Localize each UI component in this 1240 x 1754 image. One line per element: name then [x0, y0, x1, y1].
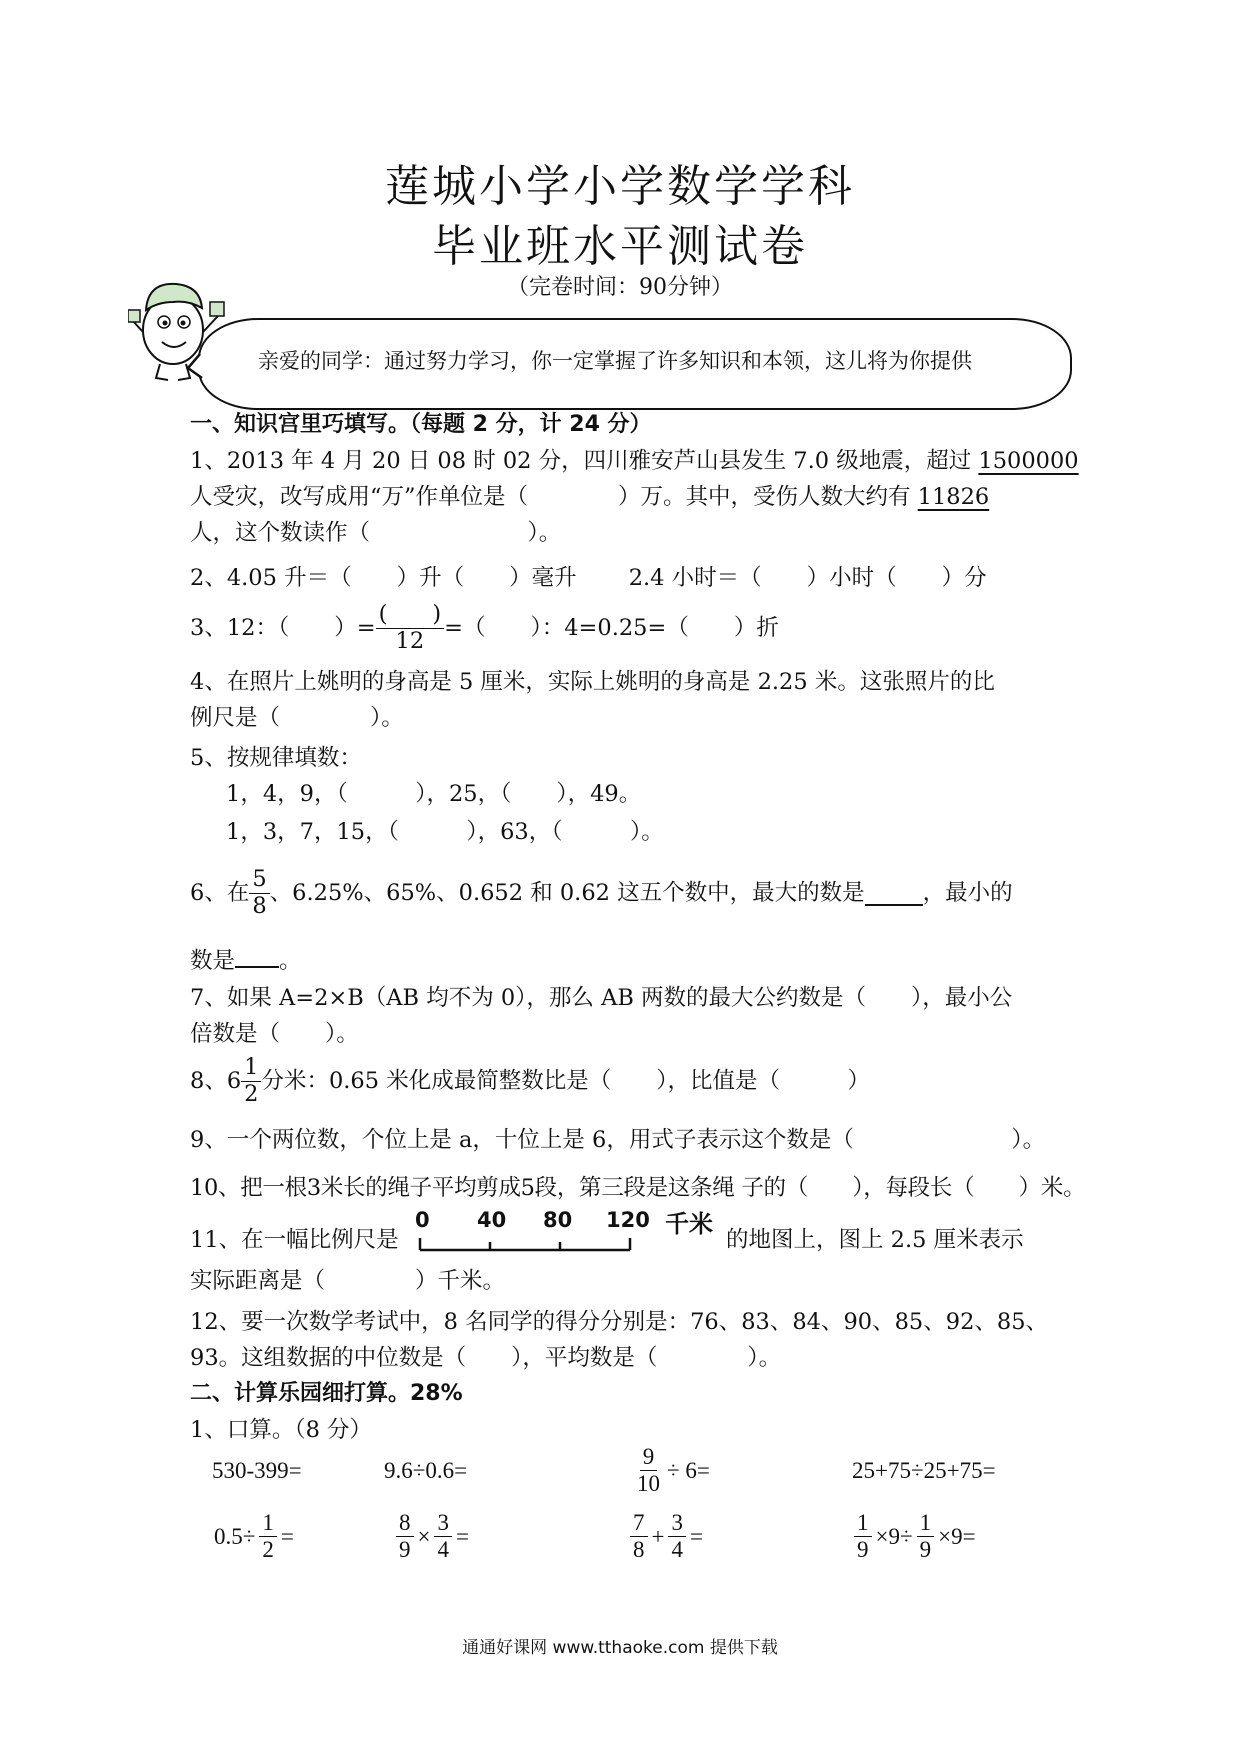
question-8: 8、6 $\frac{1}{2}$ 分米：0.65 米化成最简整数比是（ ），比值是（ ） [190, 1053, 870, 1107]
scale-label-80: 80 [543, 1208, 573, 1232]
calc-item-3: $\frac{9}{10}$ ÷ 6= [637, 1444, 710, 1497]
question-4-line-1: 4、在照片上姚明的身高是 5 厘米，实际上姚明的身高是 2.25 米。这张照片的比 [190, 669, 995, 695]
question-2: 2、4.05 升＝（ ）升（ ）毫升 2.4 小时＝（ ）小时（ ）分 [190, 565, 987, 591]
question-11-line-2: 实际距离是（ ）千米。 [190, 1268, 506, 1294]
question-1-line-3: 人，这个数读作（ ）。 [190, 520, 562, 546]
scale-label-0: 0 [415, 1208, 430, 1232]
question-6-line-1: 6、在 $\frac{5}{8}$ 、6.25%、65%、0.652 和 0.62 这五个数中，最大的数是 ，最小的 [190, 865, 1013, 919]
calc-item-2: 9.6÷0.6= [384, 1458, 468, 1483]
speech-bubble-tail [186, 352, 206, 382]
calc-item-7: $\frac{7}{8}$ + $\frac{3}{4}$ = [630, 1510, 703, 1564]
oral-calc-heading: 1、口算。（8 分） [190, 1417, 373, 1443]
question-5-sequence-2: 1，3，7，15，（ ），63，（ ）。 [226, 819, 664, 845]
question-10: 10、把一根3米长的绳子平均剪成5段，第三段是这条绳 子的（ ），每段长（ ）米。 [190, 1175, 1086, 1201]
number-underlined-1: 1500000 [978, 448, 1079, 474]
intro-text: 亲爱的同学：通过努力学习，你一定掌握了许多知识和本领，这儿将为你提供 [258, 349, 972, 373]
question-5-sequence-1: 1，4，9，（ ），25，（ ），49。 [226, 781, 642, 807]
exam-time: （完卷时间：90分钟） [507, 275, 733, 300]
question-1-line-1: 1、2013 年 4 月 20 日 08 时 02 分，四川雅安芦山县发生 7.0 级地震，超过 1500000 [190, 448, 1079, 474]
title-line-2: 毕业班水平测试卷 [432, 221, 808, 272]
question-7-line-2: 倍数是（ ）。 [190, 1021, 359, 1047]
scale-label-40: 40 [477, 1208, 507, 1232]
question-11-line-1-end: 的地图上，图上 2.5 厘米表示 [726, 1227, 1024, 1253]
calc-item-1: 530-399= [212, 1458, 302, 1483]
question-6-line-2: 数是 。 [190, 942, 302, 979]
scale-unit: 千米 [665, 1210, 713, 1238]
answer-blank-min [235, 942, 279, 968]
title-line-1: 莲城小学小学数学学科 [385, 161, 855, 212]
fraction-1-2: $\frac{1}{2}$ [241, 1055, 261, 1108]
question-4-line-2: 例尺是（ ）。 [190, 705, 404, 731]
answer-blank-max [865, 880, 923, 906]
question-3: 3、12：（ ）= $\frac{( )}{12}$ =（ ）：4=0.25=（ ）折 [190, 600, 779, 654]
calc-item-6: $\frac{8}{9}$ × $\frac{3}{4}$ = [396, 1510, 469, 1564]
question-12-line-1: 12、要一次数学考试中，8 名同学的得分分别是：76、83、84、90、85、92、85、 [190, 1309, 1049, 1335]
question-11-line-1-start: 11、在一幅比例尺是 [190, 1227, 399, 1253]
map-scale-bar [418, 1232, 638, 1254]
fraction-blank-over-12: $\frac{( )}{12}$ [376, 602, 445, 655]
question-1-line-2: 人受灾，改写成用“万”作单位是（ ）万。其中，受伤人数大约有 11826 [190, 484, 990, 510]
question-7-line-1: 7、如果 A=2×B（AB 均不为 0），那么 AB 两数的最大公约数是（ ），最小公 [190, 985, 1013, 1011]
question-5: 5、按规律填数： [190, 745, 362, 771]
calc-item-8: $\frac{1}{9}$ ×9÷ $\frac{1}{9}$ ×9= [854, 1510, 976, 1564]
question-9: 9、一个两位数，个位上是 a，十位上是 6，用式子表示这个数是（ ）。 [190, 1127, 1046, 1153]
section-1-heading: 一、知识宫里巧填写。（每题 2 分，计 24 分） [190, 412, 652, 437]
fraction-5-8: $\frac{5}{8}$ [249, 867, 269, 920]
calc-item-4: 25+75÷25+75= [852, 1458, 996, 1483]
number-underlined-2: 11826 [917, 484, 990, 510]
section-2-heading: 二、计算乐园细打算。28% [190, 1381, 463, 1406]
footer-source: 通通好课网 www.tthaoke.com 提供下载 [462, 1638, 778, 1658]
scale-label-120: 120 [606, 1208, 650, 1232]
calc-item-5: 0.5÷ $\frac{1}{2}$ = [214, 1510, 294, 1563]
question-12-line-2: 93。这组数据的中位数是（ ），平均数是（ ）。 [190, 1345, 782, 1371]
